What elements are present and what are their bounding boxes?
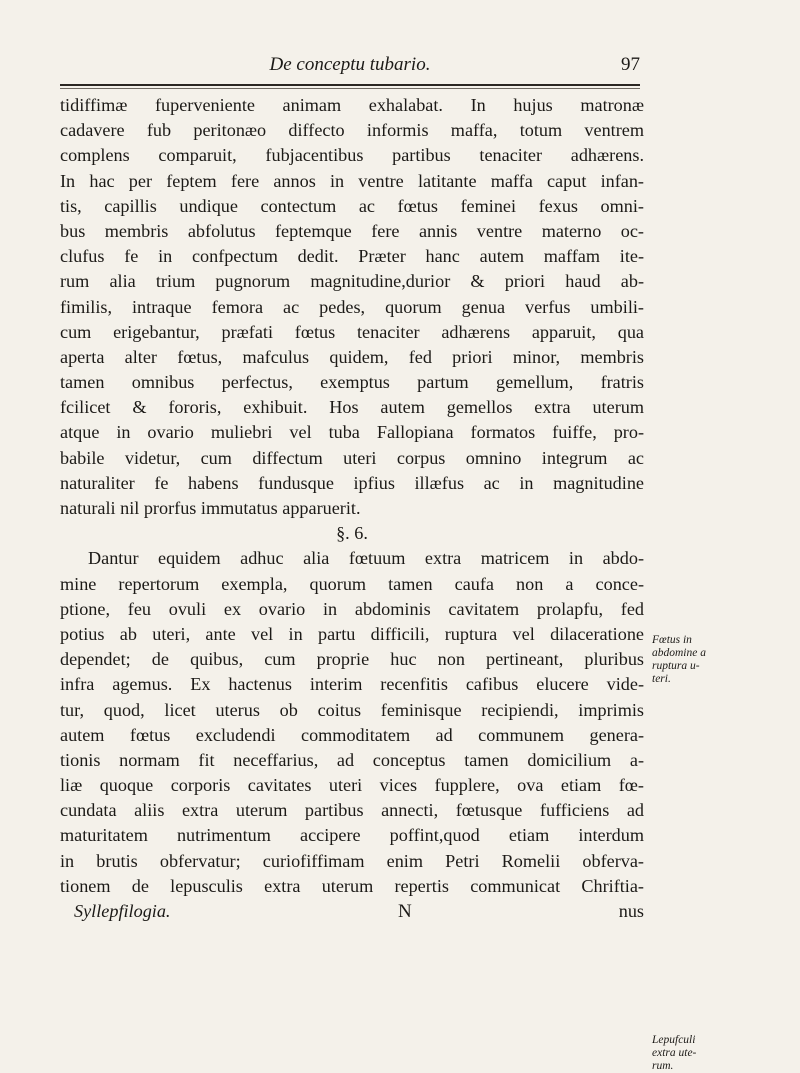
catchword: nus: [618, 901, 644, 921]
text-line: babile videtur, cum diffectum uteri corpus omnino integrum ac: [60, 447, 644, 468]
margin-note-line: Lepufculi: [652, 1034, 696, 1046]
text-line: cum erigebantur, præfati fœtus tenaciter adhærens apparuit, qua: [60, 321, 644, 342]
text-line: tur, quod, licet uterus ob coitus feminisque recipiendi, imprimis: [60, 699, 644, 720]
text-line: tionem de lepusculis extra uterum repertis communicat Chriftia-: [60, 875, 644, 896]
text-line: liæ quoque corporis cavitates uteri vices fupplere, ova etiam fœ-: [60, 775, 644, 796]
margin-note-lepusculi: [652, 1034, 747, 1073]
page-footer: [60, 899, 644, 924]
section-heading: §. 6.: [336, 523, 368, 544]
text-line: naturali nil prorfus immutatus apparuerit.: [60, 498, 361, 518]
margin-note-line: extra ute-: [652, 1047, 697, 1059]
header-rule-thin: [60, 88, 640, 89]
text-line: tionis normam fit neceffarius, ad conceptus tamen domicilium a-: [60, 749, 644, 770]
margin-note-line: ruptura u-: [652, 660, 700, 672]
text-line: naturaliter fe habens fundusque ipfius illæfus ac in magnitudine: [60, 472, 644, 493]
text-line: atque in ovario muliebri vel tuba Fallopiana formatos fuiffe, pro-: [60, 422, 644, 443]
page-number: 97: [621, 54, 640, 75]
text-line: fcilicet & fororis, exhibuit. Hos autem gemellos extra uterum: [60, 397, 644, 418]
header-rule: [60, 84, 640, 86]
text-line: dependet; de quibus, cum proprie huc non pertineant, pluribus: [60, 649, 644, 670]
text-line: maturitatem nutrimentum accipere poffint,quod etiam interdum: [60, 825, 644, 846]
text-line: bus membris abfolutus feptemque fere annis ventre materno oc-: [60, 220, 644, 241]
text-line: In hac per feptem fere annos in ventre latitante maffa caput infan-: [60, 170, 644, 191]
text-line: complens comparuit, fubjacentibus partibus tenaciter adhærens.: [60, 145, 644, 166]
margin-note-line: rum.: [652, 1060, 674, 1072]
margin-note-foetus: [652, 634, 747, 686]
text-line: tidiffimæ fuperveniente animam exhalabat. In hujus matronæ: [60, 95, 644, 115]
main-text: [60, 93, 644, 924]
text-line: cundata aliis extra uterum partibus annecti, fœtusque fufficiens ad: [60, 800, 644, 821]
text-line: rum alia trium pugnorum magnitudine,durior & priori haud ab-: [60, 271, 644, 292]
text-line: in brutis obfervatur; curiofiffimam enim Petri Romelii obferva-: [60, 850, 644, 871]
text-line: autem fœtus excludendi commoditatem ad communem genera-: [60, 724, 644, 745]
sheet-mark: N: [398, 901, 412, 922]
margin-note-line: teri.: [652, 673, 671, 685]
margin-note-line: Fœtus in: [652, 634, 692, 646]
text-line: ptione, feu ovuli ex ovario in abdominis cavitatem prolapfu, fed: [60, 598, 644, 619]
running-title: De conceptu tubario.: [269, 54, 431, 75]
text-line: cadavere fub peritonæo diffecto informis maffa, totum ventrem: [60, 120, 644, 141]
text-line: fimilis, intraque femora ac pedes, quorum genua verfus umbili-: [60, 296, 644, 317]
text-line: clufus fe in confpectum dedit. Præter hanc autem maffam ite-: [60, 246, 644, 267]
text-line: Dantur equidem adhuc alia fœtuum extra matricem in abdo-: [88, 548, 644, 569]
text-line: infra agemus. Ex hactenus interim recenfitis cafibus elucere vide-: [60, 674, 644, 695]
page-header: [60, 54, 640, 84]
text-line: tamen omnibus perfectus, exemptus partum gemellum, fratris: [60, 372, 644, 393]
text-line: aperta alter fœtus, mafculus quidem, fed priori minor, membris: [60, 346, 644, 367]
margin-note-line: abdomine a: [652, 647, 706, 659]
text-line: tis, capillis undique contectum ac fœtus feminei fexus omni-: [60, 195, 644, 216]
text-line: mine repertorum exempla, quorum tamen caufa non a conce-: [60, 573, 644, 594]
signature-mark: Syllepfilogia.: [74, 901, 171, 921]
text-line: potius ab uteri, ante vel in partu difficili, ruptura vel dilaceratione: [60, 623, 644, 644]
